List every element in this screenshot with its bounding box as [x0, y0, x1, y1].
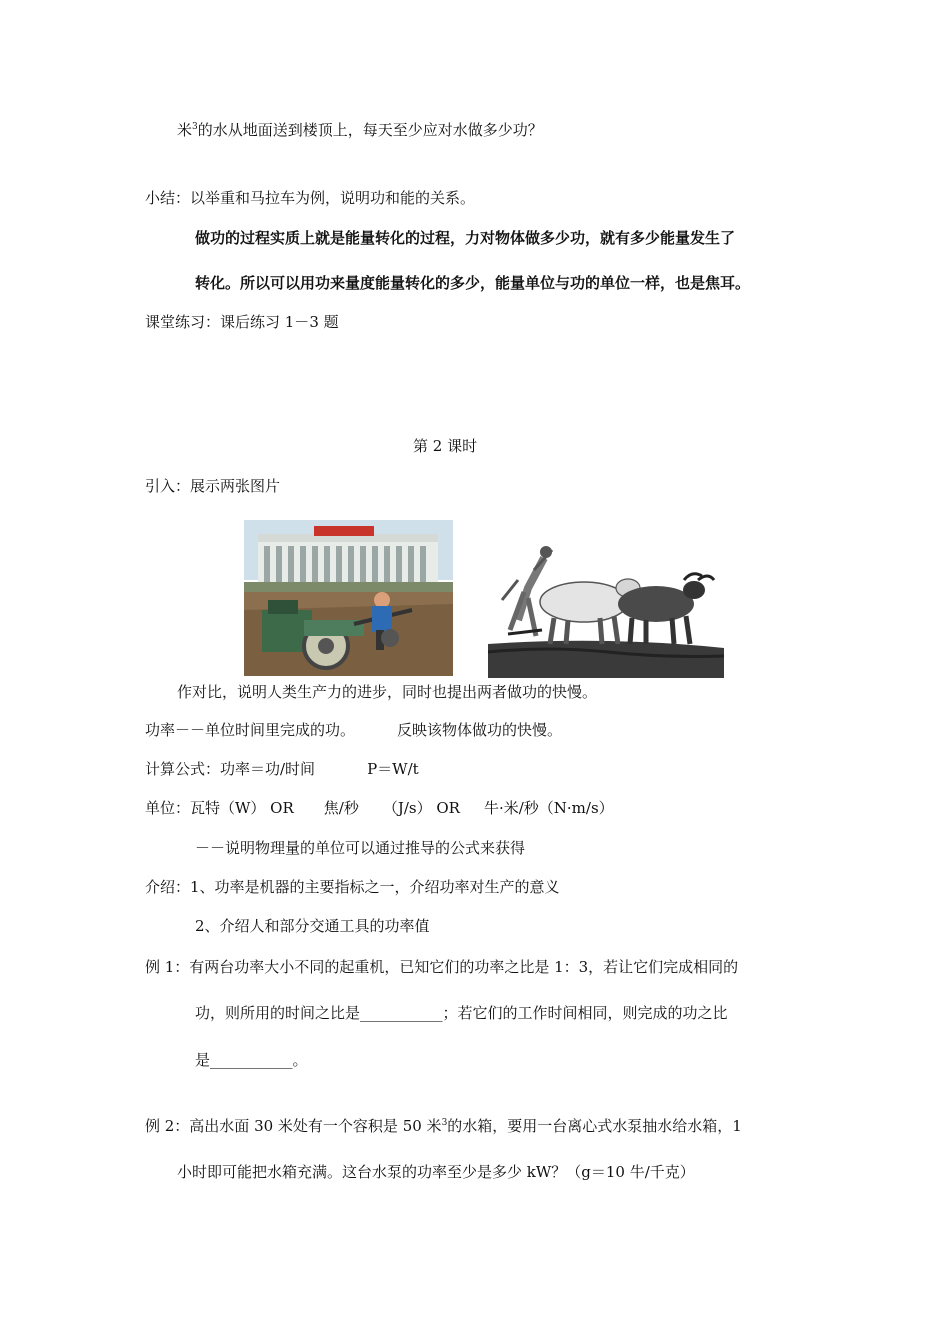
summary-bold-line-1: 做功的过程实质上就是能量转化的过程，力对物体做多少功，就有多少能量发生了: [195, 229, 736, 247]
example-2-line-1: 例 2：高出水面 30 米处有一个容积是 50 米$^3$的水箱，要用一台离心式水泵抽水给水箱，1: [145, 1117, 742, 1135]
oxen-plowing-photo: [488, 540, 724, 678]
question-continuation: 米$^3$的水从地面送到楼顶上，每天至少应对水做多少功？: [177, 121, 543, 139]
compare-line: 作对比，说明人类生产力的进步，同时也提出两者做功的快慢。: [177, 683, 598, 701]
intro-line: 引入：展示两张图片: [145, 477, 281, 495]
unit-note: －－说明物理量的单位可以通过推导的公式来获得: [195, 839, 526, 857]
example-1-line-1: 例 1：有两台功率大小不同的起重机，已知它们的功率之比是 1：3，若让它们完成相同的: [145, 958, 739, 976]
tractor-photo-illustration: [244, 520, 453, 676]
summary-line: 小结：以举重和马拉车为例，说明功和能的关系。: [145, 189, 476, 207]
example-1-line-3: 是___________。: [195, 1051, 308, 1069]
tractor-photo: [244, 520, 453, 676]
power-formula: 计算公式：功率＝功/时间 P＝W/t: [145, 760, 419, 778]
lesson-2-title: 第 2 课时: [413, 437, 478, 455]
classroom-practice: 课堂练习：课后练习 1－3 题: [145, 313, 339, 331]
oxen-plowing-illustration: [488, 540, 724, 678]
example-2-line-2: 小时即可能把水箱充满。这台水泵的功率至少是多少 kW？（g＝10 牛/千克）: [177, 1163, 695, 1181]
summary-bold-line-2: 转化。所以可以用功来量度能量转化的多少，能量单位与功的单位一样，也是焦耳。: [195, 274, 751, 292]
example-1-line-2: 功，则所用的时间之比是___________；若它们的工作时间相同，则完成的功之比: [195, 1004, 728, 1022]
power-definition: 功率－－单位时间里完成的功。 反映该物体做功的快慢。: [145, 721, 563, 739]
intro-item-1: 介绍：1、功率是机器的主要指标之一，介绍功率对生产的意义: [145, 878, 560, 896]
power-units: 单位：瓦特（W） OR 焦/秒 （J/s） OR 牛·米/秒（N·m/s）: [145, 799, 614, 817]
intro-item-2: 2、介绍人和部分交通工具的功率值: [195, 917, 430, 935]
